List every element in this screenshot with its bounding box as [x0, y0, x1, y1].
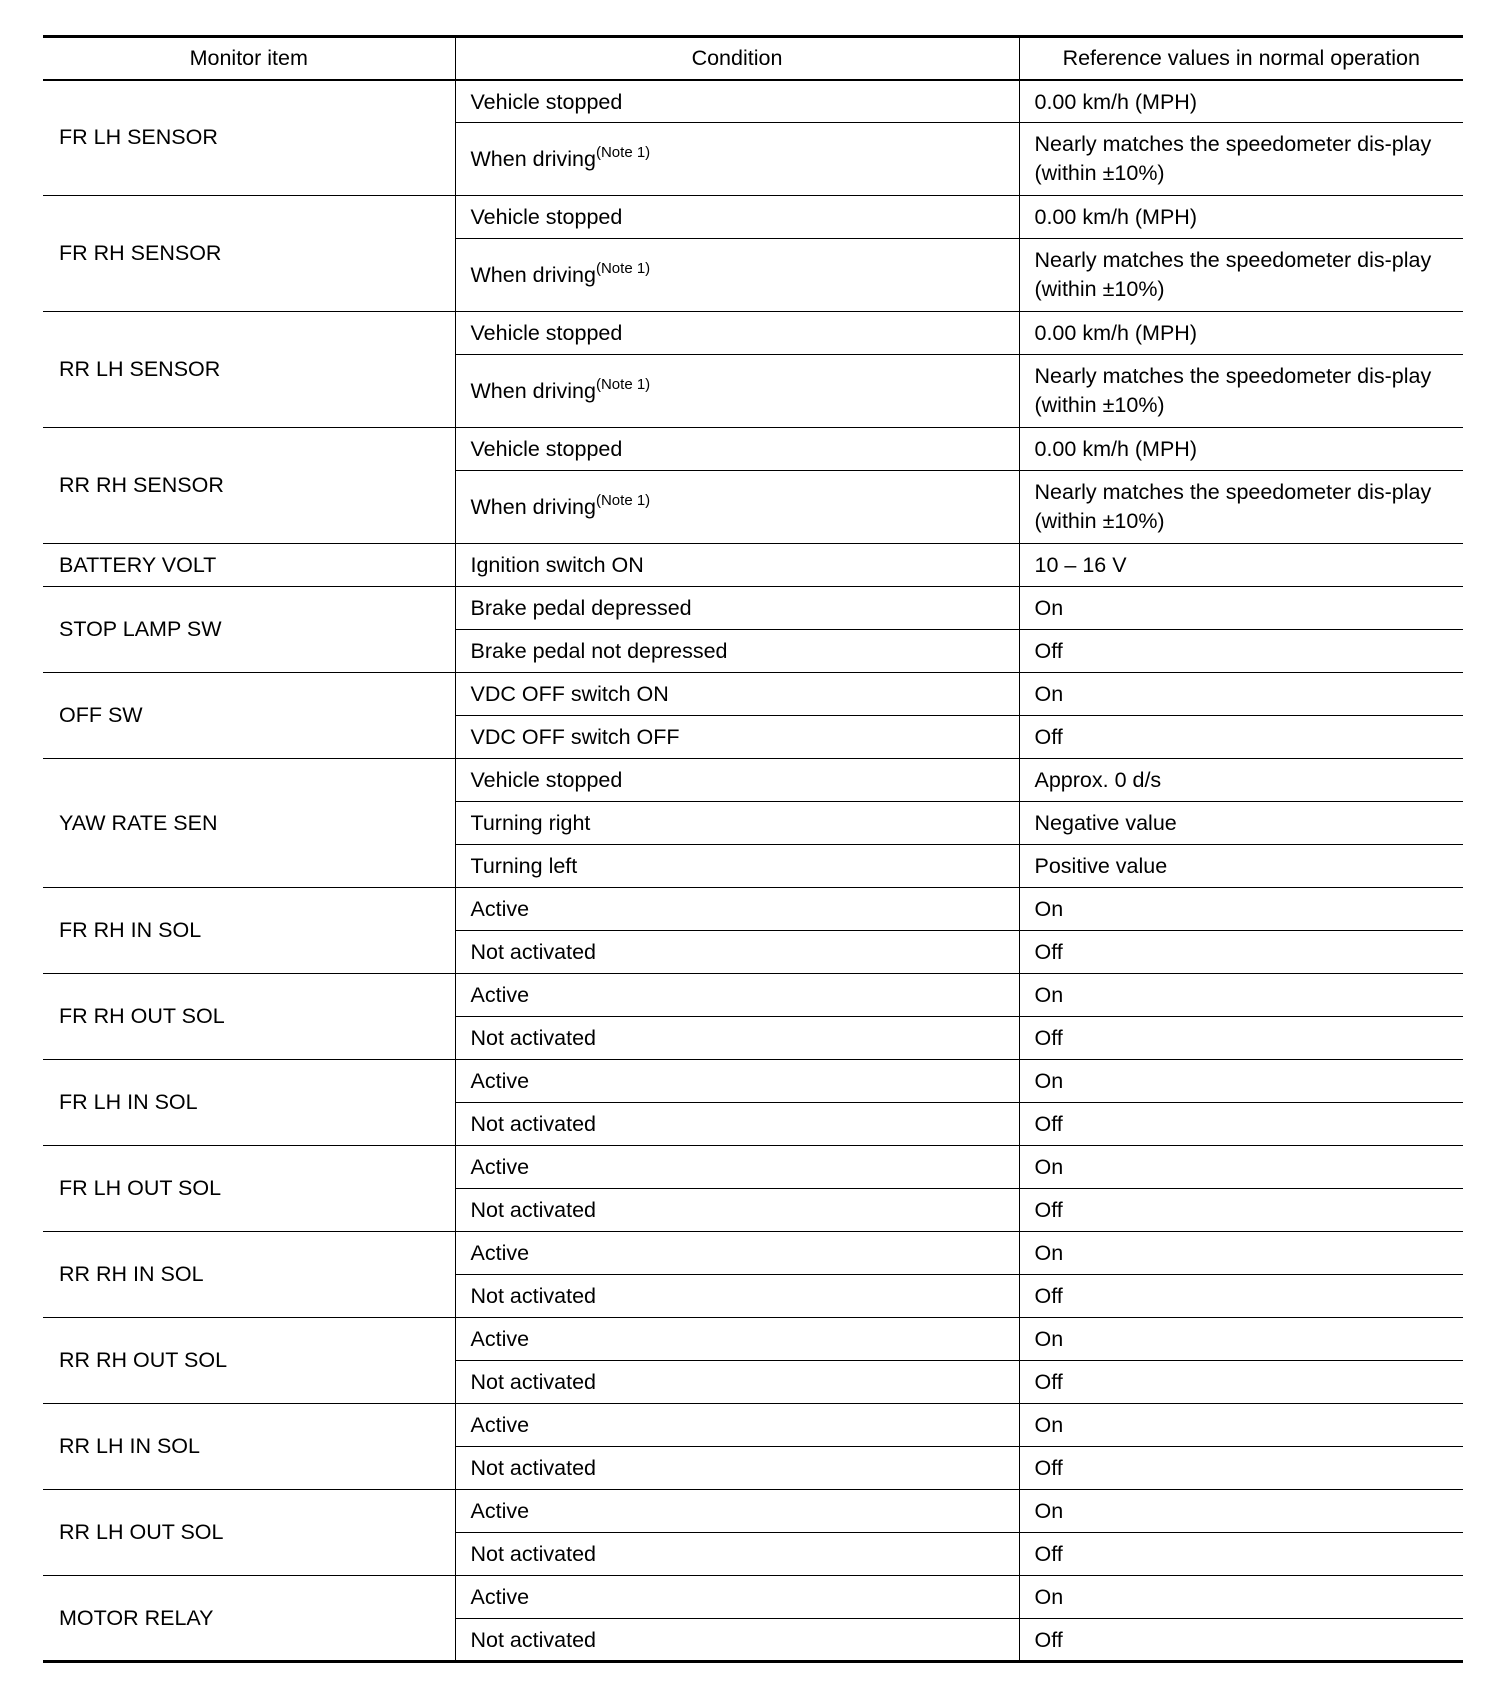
reference-value-cell: On — [1019, 1404, 1463, 1447]
condition-text: Active — [470, 1155, 530, 1179]
table-row — [43, 428, 1463, 471]
monitor-item-cell: FR LH OUT SOL — [43, 1146, 455, 1232]
monitor-item-cell: MOTOR RELAY — [43, 1576, 455, 1662]
condition-cell — [455, 931, 1019, 974]
condition-cell — [455, 355, 1019, 428]
condition-cell — [455, 1533, 1019, 1576]
condition-cell — [455, 888, 1019, 931]
condition-text: Turning right — [470, 811, 591, 835]
condition-cell — [455, 196, 1019, 239]
condition-text: Not activated — [470, 1456, 596, 1480]
reference-value-cell: Off — [1019, 1447, 1463, 1490]
condition-cell — [455, 312, 1019, 355]
reference-value-cell: Nearly matches the speedometer dis-play (within ±10%) — [1019, 471, 1463, 544]
condition-cell — [455, 123, 1019, 196]
condition-text: When driving — [470, 494, 596, 519]
table-row — [43, 1146, 1463, 1189]
monitor-item-cell: RR LH SENSOR — [43, 312, 455, 428]
condition-text: When driving — [470, 378, 596, 403]
condition-text: When driving — [470, 262, 596, 287]
condition-text: Vehicle stopped — [470, 321, 623, 345]
condition-text: Turning left — [470, 854, 578, 878]
condition-text: Active — [470, 1585, 530, 1609]
reference-value-cell: On — [1019, 1146, 1463, 1189]
reference-value-cell: Negative value — [1019, 802, 1463, 845]
condition-cell — [455, 1275, 1019, 1318]
monitor-item-cell: RR RH SENSOR — [43, 428, 455, 544]
condition-cell — [455, 1447, 1019, 1490]
table-row — [43, 1490, 1463, 1533]
monitor-item-cell: RR LH OUT SOL — [43, 1490, 455, 1576]
monitor-item-cell: FR RH SENSOR — [43, 196, 455, 312]
table-row — [43, 587, 1463, 630]
condition-text: VDC OFF switch OFF — [470, 725, 680, 749]
monitor-item-cell: FR RH OUT SOL — [43, 974, 455, 1060]
condition-cell — [455, 1404, 1019, 1447]
condition-cell — [455, 1361, 1019, 1404]
condition-cell — [455, 716, 1019, 759]
reference-value-cell: 0.00 km/h (MPH) — [1019, 80, 1463, 123]
reference-value-cell: Nearly matches the speedometer dis-play (within ±10%) — [1019, 239, 1463, 312]
reference-value-cell: Off — [1019, 1103, 1463, 1146]
reference-value-cell: Off — [1019, 630, 1463, 673]
table-row — [43, 1060, 1463, 1103]
monitor-item-cell: RR RH OUT SOL — [43, 1318, 455, 1404]
reference-value-cell: Off — [1019, 1017, 1463, 1060]
condition-text: Active — [470, 1241, 530, 1265]
reference-value-cell: Approx. 0 d/s — [1019, 759, 1463, 802]
header-monitor-item: Monitor item — [43, 37, 455, 80]
monitor-item-cell: FR RH IN SOL — [43, 888, 455, 974]
reference-value-cell: On — [1019, 673, 1463, 716]
monitor-item-cell: FR LH IN SOL — [43, 1060, 455, 1146]
condition-cell — [455, 1232, 1019, 1275]
table-row — [43, 1318, 1463, 1361]
monitor-table-container — [43, 35, 1463, 1663]
condition-text: Active — [470, 1069, 530, 1093]
reference-value-cell: Nearly matches the speedometer dis-play (within ±10%) — [1019, 123, 1463, 196]
condition-text: Active — [470, 983, 530, 1007]
reference-value-cell: Off — [1019, 1275, 1463, 1318]
reference-value-cell: Positive value — [1019, 845, 1463, 888]
condition-cell — [455, 544, 1019, 587]
condition-cell — [455, 1318, 1019, 1361]
condition-text: Active — [470, 1413, 530, 1437]
reference-value-cell: Off — [1019, 716, 1463, 759]
condition-text: Not activated — [470, 1026, 596, 1050]
condition-cell — [455, 1189, 1019, 1232]
header-row — [43, 37, 1463, 80]
condition-text: Active — [470, 1499, 530, 1523]
condition-cell — [455, 428, 1019, 471]
reference-value-cell: Off — [1019, 931, 1463, 974]
reference-value-cell: 0.00 km/h (MPH) — [1019, 428, 1463, 471]
reference-value-cell: Off — [1019, 1361, 1463, 1404]
monitor-item-cell: STOP LAMP SW — [43, 587, 455, 673]
condition-cell — [455, 802, 1019, 845]
condition-note: (Note 1) — [595, 259, 651, 277]
reference-value-cell: 0.00 km/h (MPH) — [1019, 312, 1463, 355]
table-row — [43, 759, 1463, 802]
reference-value-cell: Off — [1019, 1533, 1463, 1576]
condition-note: (Note 1) — [595, 491, 651, 509]
reference-value-cell: 0.00 km/h (MPH) — [1019, 196, 1463, 239]
condition-cell — [455, 1103, 1019, 1146]
table-row — [43, 974, 1463, 1017]
condition-text: Vehicle stopped — [470, 768, 623, 792]
header-reference-values: Reference values in normal operation — [1019, 37, 1463, 80]
reference-value-cell: On — [1019, 1232, 1463, 1275]
table-row — [43, 1232, 1463, 1275]
reference-value-cell: On — [1019, 1490, 1463, 1533]
table-body — [43, 80, 1463, 1662]
reference-value-cell: 10 – 16 V — [1019, 544, 1463, 587]
condition-text: Not activated — [470, 1370, 596, 1394]
reference-value-cell: On — [1019, 587, 1463, 630]
condition-cell — [455, 759, 1019, 802]
condition-cell — [455, 845, 1019, 888]
table-row — [43, 673, 1463, 716]
header-condition: Condition — [455, 37, 1019, 80]
condition-text: Vehicle stopped — [470, 205, 623, 229]
condition-text: Ignition switch ON — [470, 553, 644, 577]
condition-cell — [455, 239, 1019, 312]
reference-value-cell: On — [1019, 974, 1463, 1017]
condition-cell — [455, 1060, 1019, 1103]
condition-cell — [455, 1576, 1019, 1619]
condition-note: (Note 1) — [595, 143, 651, 161]
reference-value-cell: On — [1019, 888, 1463, 931]
condition-text: When driving — [470, 146, 596, 171]
condition-text: Brake pedal not depressed — [470, 639, 728, 663]
monitor-item-cell: BATTERY VOLT — [43, 544, 455, 587]
monitor-item-cell: RR RH IN SOL — [43, 1232, 455, 1318]
table-row — [43, 888, 1463, 931]
table-row — [43, 1404, 1463, 1447]
condition-text: Active — [470, 1327, 530, 1351]
condition-text: Not activated — [470, 940, 596, 964]
condition-cell — [455, 630, 1019, 673]
condition-text: Not activated — [470, 1628, 596, 1652]
condition-cell — [455, 471, 1019, 544]
table-row — [43, 1576, 1463, 1619]
monitor-item-cell: OFF SW — [43, 673, 455, 759]
condition-text: Active — [470, 897, 530, 921]
condition-text: VDC OFF switch ON — [470, 682, 669, 706]
condition-text: Brake pedal depressed — [470, 596, 692, 620]
condition-cell — [455, 1490, 1019, 1533]
condition-cell — [455, 1619, 1019, 1662]
table-row — [43, 312, 1463, 355]
condition-text: Not activated — [470, 1542, 596, 1566]
condition-cell — [455, 587, 1019, 630]
condition-text: Not activated — [470, 1198, 596, 1222]
reference-value-cell: Off — [1019, 1619, 1463, 1662]
reference-value-cell: Off — [1019, 1189, 1463, 1232]
condition-text: Vehicle stopped — [470, 437, 623, 461]
monitor-reference-table — [43, 35, 1463, 1663]
table-row — [43, 544, 1463, 587]
condition-text: Not activated — [470, 1284, 596, 1308]
condition-cell — [455, 80, 1019, 123]
condition-text: Vehicle stopped — [470, 89, 623, 114]
condition-cell — [455, 673, 1019, 716]
reference-value-cell: On — [1019, 1318, 1463, 1361]
condition-note: (Note 1) — [595, 375, 651, 393]
monitor-item-cell: YAW RATE SEN — [43, 759, 455, 888]
table-row — [43, 196, 1463, 239]
condition-cell — [455, 1017, 1019, 1060]
condition-cell — [455, 1146, 1019, 1189]
reference-value-cell: Nearly matches the speedometer dis-play (within ±10%) — [1019, 355, 1463, 428]
condition-text: Not activated — [470, 1112, 596, 1136]
monitor-item-cell: RR LH IN SOL — [43, 1404, 455, 1490]
table-row — [43, 80, 1463, 123]
monitor-item-cell: FR LH SENSOR — [43, 80, 455, 196]
condition-cell — [455, 974, 1019, 1017]
reference-value-cell: On — [1019, 1576, 1463, 1619]
reference-value-cell: On — [1019, 1060, 1463, 1103]
